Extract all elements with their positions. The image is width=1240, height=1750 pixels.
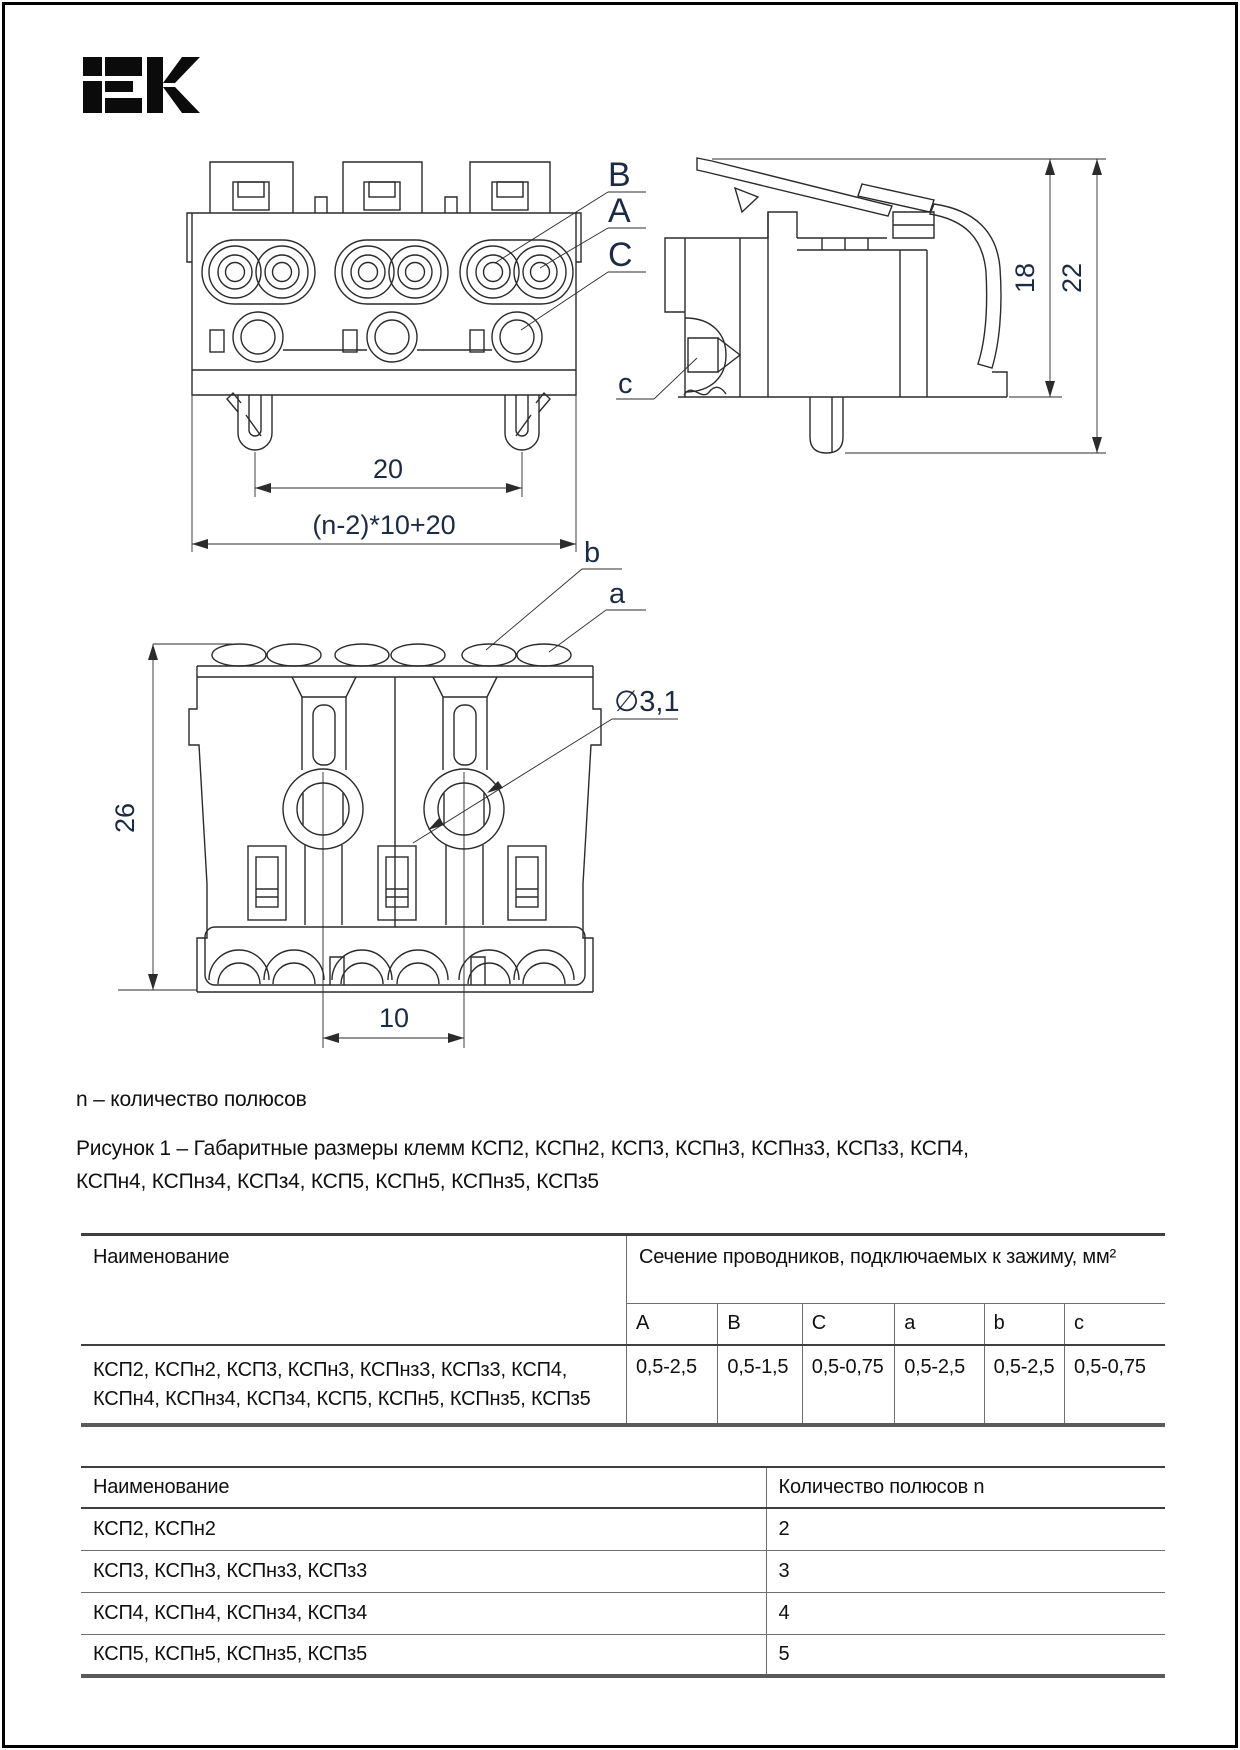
poles-table bbox=[81, 1466, 1165, 1678]
table-row bbox=[81, 1508, 1165, 1550]
t1-subheader-A: A bbox=[627, 1304, 718, 1345]
table-row bbox=[81, 1550, 1165, 1592]
dimension-drawing bbox=[60, 130, 1180, 1090]
dim-formula-label: (n-2)*10+20 bbox=[312, 510, 456, 540]
t1-subheader-c: c bbox=[1064, 1304, 1165, 1345]
dim-20-label: 20 bbox=[372, 454, 404, 484]
callout-c: c bbox=[618, 368, 633, 400]
poles-note: n – количество полюсов bbox=[76, 1088, 307, 1111]
t2-header-poles: Количество полюсов n bbox=[766, 1467, 1165, 1508]
t2-row1-name: КСП3, КСПн3, КСПнз3, КСПз3 bbox=[81, 1550, 766, 1592]
t2-row0-name: КСП2, КСПн2 bbox=[81, 1508, 766, 1550]
side-view bbox=[665, 158, 1007, 453]
t2-row2-name: КСП4, КСПн4, КСПнз4, КСПз4 bbox=[81, 1592, 766, 1634]
t2-row1-value: 3 bbox=[766, 1550, 1165, 1592]
bottom-view bbox=[189, 644, 601, 1048]
t1-value-A: 0,5-2,5 bbox=[627, 1345, 718, 1425]
iek-logo-glyphs bbox=[83, 57, 200, 113]
t2-row2-value: 4 bbox=[766, 1592, 1165, 1634]
dim-diameter-label: ∅3,1 bbox=[614, 686, 680, 718]
t1-subheader-B: B bbox=[718, 1304, 802, 1345]
dim-18-label: 18 bbox=[1010, 262, 1040, 294]
t1-value-B: 0,5-1,5 bbox=[718, 1345, 802, 1425]
cross-section-table bbox=[81, 1233, 1165, 1427]
callout-C: C bbox=[608, 236, 633, 274]
iek-logo bbox=[83, 57, 203, 113]
t2-row3-name: КСП5, КСПн5, КСПнз5, КСПз5 bbox=[81, 1634, 766, 1676]
mounting-feet bbox=[227, 393, 550, 450]
side-view-dimensions bbox=[616, 159, 1106, 453]
callout-a: a bbox=[609, 578, 626, 610]
dim-26-label: 26 bbox=[110, 802, 140, 834]
figure-caption-line2: КСПн4, КСПнз4, КСПз4, КСП5, КСПн5, КСПнз5, КСПз5 bbox=[76, 1170, 599, 1193]
table-row bbox=[81, 1592, 1165, 1634]
lower-holes bbox=[233, 312, 542, 362]
t1-row-name-line2: КСПн4, КСПнз4, КСПз4, КСП5, КСПн5, КСПнз5, КСПз5 bbox=[93, 1387, 591, 1410]
t1-value-c: 0,5-0,75 bbox=[1064, 1345, 1165, 1425]
latch-windows bbox=[248, 846, 546, 920]
wire-entry-holes bbox=[209, 246, 566, 298]
callout-B: B bbox=[608, 156, 631, 194]
dim-10-label: 10 bbox=[378, 1003, 410, 1033]
t1-subheader-a: a bbox=[895, 1304, 984, 1345]
t1-row-name bbox=[81, 1345, 627, 1425]
front-view bbox=[187, 162, 581, 450]
screw-keyholes bbox=[283, 769, 504, 849]
t1-header-span: Сечение проводников, подключаемых к зажиму, мм² bbox=[627, 1235, 1166, 1304]
strain-relief-bumps bbox=[212, 644, 571, 666]
t1-data-row bbox=[81, 1345, 1165, 1425]
t1-subheader-C: C bbox=[802, 1304, 894, 1345]
t1-value-C: 0,5-0,75 bbox=[802, 1345, 894, 1425]
contact-band bbox=[205, 927, 585, 985]
t1-value-b: 0,5-2,5 bbox=[984, 1345, 1064, 1425]
t2-row0-value: 2 bbox=[766, 1508, 1165, 1550]
t2-row3-value: 5 bbox=[766, 1634, 1165, 1676]
t2-header-name: Наименование bbox=[81, 1467, 766, 1508]
figure-caption-line1: Рисунок 1 – Габаритные размеры клемм КСП2, КСПн2, КСП3, КСПн3, КСПнз3, КСПз3, КСП4, bbox=[76, 1137, 969, 1160]
figure-caption bbox=[76, 1132, 1171, 1198]
t1-subheader-b: b bbox=[984, 1304, 1064, 1345]
table-row bbox=[81, 1634, 1165, 1676]
t1-row-name-line1: КСП2, КСПн2, КСП3, КСПн3, КСПнз3, КСПз3, КСП4, bbox=[93, 1358, 568, 1381]
dim-22-label: 22 bbox=[1057, 262, 1087, 294]
callout-A: A bbox=[608, 192, 631, 230]
t1-header-name: Наименование bbox=[81, 1235, 627, 1345]
t1-value-a: 0,5-2,5 bbox=[895, 1345, 984, 1425]
callout-b: b bbox=[584, 537, 601, 569]
